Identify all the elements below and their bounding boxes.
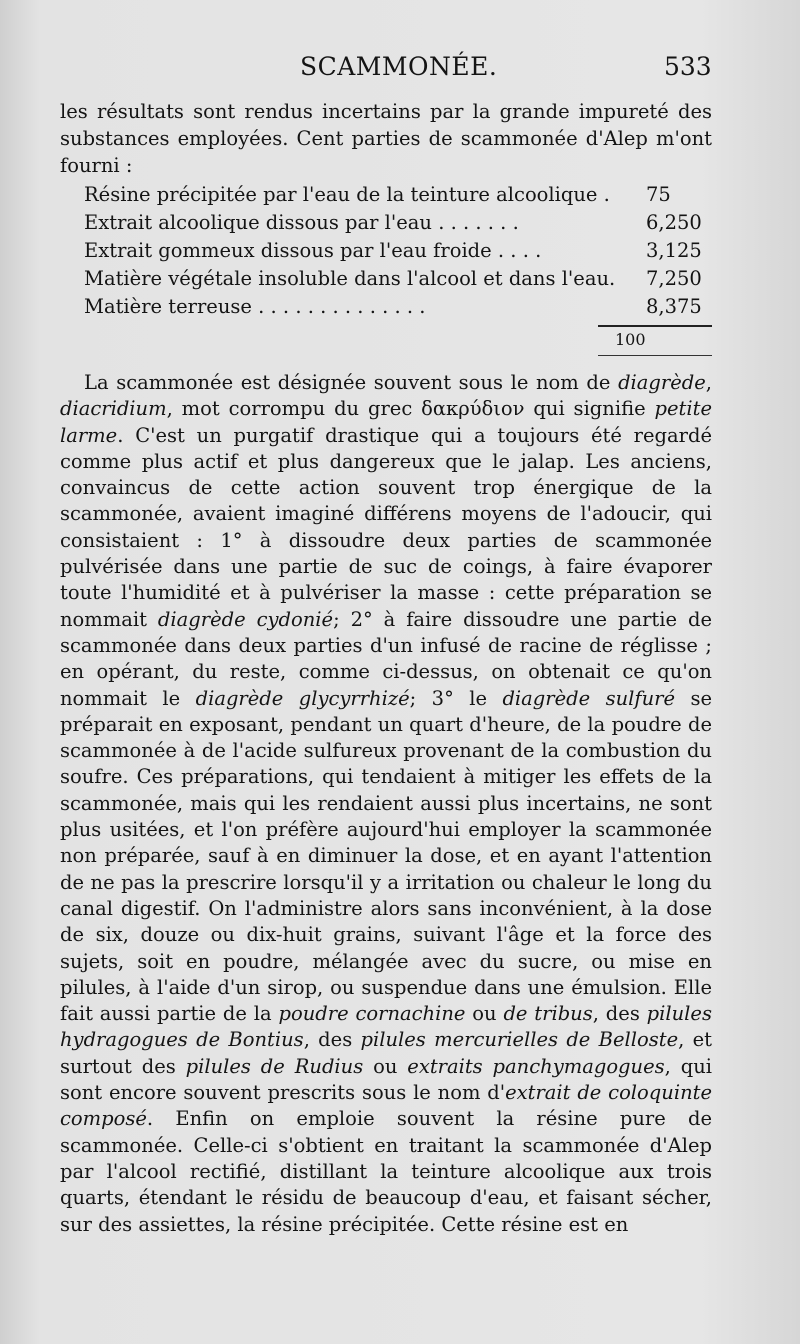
page-header (0, 52, 800, 88)
italic-term: diacridium (60, 397, 167, 421)
composition-row (60, 209, 712, 237)
italic-term: poudre cornachine (278, 1002, 466, 1026)
italic-term: pilules hydragogues de Bontius (60, 1002, 712, 1052)
text-run: ; 3° le (409, 686, 503, 710)
composition-row (60, 293, 712, 321)
composition-row (60, 181, 712, 209)
italic-term: extraits panchymagogues (407, 1054, 665, 1078)
composition-label: Extrait alcoolique dissous par l'eau . . . . . . . (84, 211, 519, 234)
text-run: , des (303, 1028, 361, 1052)
composition-value: 75 (646, 183, 671, 206)
composition-row (60, 237, 712, 265)
text-run: ou (465, 1002, 504, 1026)
text-run: se préparait en exposant, pendant un quart d'heure, de la poudre de scammonée à de l'acide sulfureux provenant de la combustion du soufre. Ces préparations, qui tendaient à mitiger les effets de la scammonée, mais qui les rendaient aussi plus incertains, ne sont plus usitées, et l'on préfère aujourd'hui employer la scammonée non préparée, sauf à en diminuer la dose, et en ayant l'attention de ne pas la prescrire lorsqu'il y a irritation ou chaleur le long du canal digestif. On l'administre alors sans inconvénient, à la dose de six, douze ou dix-huit grains, suivant l'âge et la force des sujets, soit en poudre, mélangée avec du sucre, ou mise en pilules, à l'aide d'un sirop, ou suspendue dans une émulsion. Elle fait aussi partie de la (60, 686, 712, 1026)
running-title: SCAMMONÉE. (300, 52, 498, 81)
composition-row (60, 265, 712, 293)
text-run: , des (592, 1002, 647, 1026)
text-run: La scammonée est désignée souvent sous le nom de (84, 371, 619, 394)
main-paragraph (60, 370, 712, 1238)
italic-term: diagrède sulfuré (502, 686, 676, 710)
text-run: , et surtout des (60, 1028, 712, 1078)
composition-label: Matière terreuse . . . . . . . . . . . . . . (84, 295, 426, 318)
italic-term: pilules de Rudius (185, 1054, 364, 1078)
composition-label: Résine précipitée par l'eau de la teinture alcoolique . (84, 183, 610, 206)
composition-value: 8,375 (646, 295, 702, 318)
composition-value: 3,125 (646, 239, 702, 262)
page-body (60, 98, 712, 1238)
italic-term: petite larme (60, 397, 712, 447)
italic-term: diagrède cydonié (157, 607, 334, 631)
composition-table (60, 181, 712, 321)
text-run: , (705, 371, 712, 394)
composition-value: 6,250 (646, 211, 702, 234)
text-run: ; 2° à faire dissoudre une partie de scammonée dans deux parties d'un infusé de racine de réglisse ; en opérant, du reste, comme ci-dessus, on obtenait ce qu'on nommait le (60, 607, 712, 710)
text-run: , mot corrompu du grec δακρύδιον qui signifie (166, 397, 655, 421)
italic-term: extrait de coloquinte composé (60, 1081, 712, 1131)
italic-term: diagrède glycyrrhizé (195, 686, 410, 710)
italic-term: diagrède (618, 371, 706, 394)
intro-paragraph: les résultats sont rendus incertains par la grande impureté des substances employées. Cent parties de scammonée d'Alep m'ont fourni : (60, 100, 712, 177)
composition-label: Extrait gommeux dissous par l'eau froide . . . . (84, 239, 542, 262)
composition-value: 7,250 (646, 267, 702, 290)
text-run: . Enfin on emploie souvent la résine pure de scammonée. Celle-ci s'obtient en traitant la scammonée d'Alep par l'alcool rectifié, distillant la teinture alcoolique aux trois quarts, étendant le résidu de beaucoup d'eau, et faisant sécher, sur des assiettes, la résine précipitée. Cette résine est en (60, 1107, 712, 1236)
page-number: 533 (664, 52, 712, 81)
text-run: , qui sont encore souvent prescrits sous le nom d' (60, 1054, 713, 1105)
total-rule-bottom (598, 355, 712, 356)
composition-total: 100 (615, 330, 646, 349)
composition-label: Matière végétale insoluble dans l'alcool et dans l'eau. (84, 267, 616, 290)
text-run: ou (363, 1054, 408, 1078)
italic-term: de tribus (503, 1002, 593, 1026)
italic-term: pilules mercurielles de Belloste (360, 1028, 679, 1052)
text-run: . C'est un purgatif drastique qui a toujours été regardé comme plus actif et plus dangereux que le jalap. Les anciens, convaincus de cette action souvent trop énergique de la scammonée, avaient imaginé différens moyens de l'adoucir, qui consistaient : 1° à dissoudre deux parties de scammonée pulvérisée dans une partie de suc de coings, à faire évaporer toute l'humidité et à pulvériser la masse : cette préparation se nommait (60, 423, 712, 631)
